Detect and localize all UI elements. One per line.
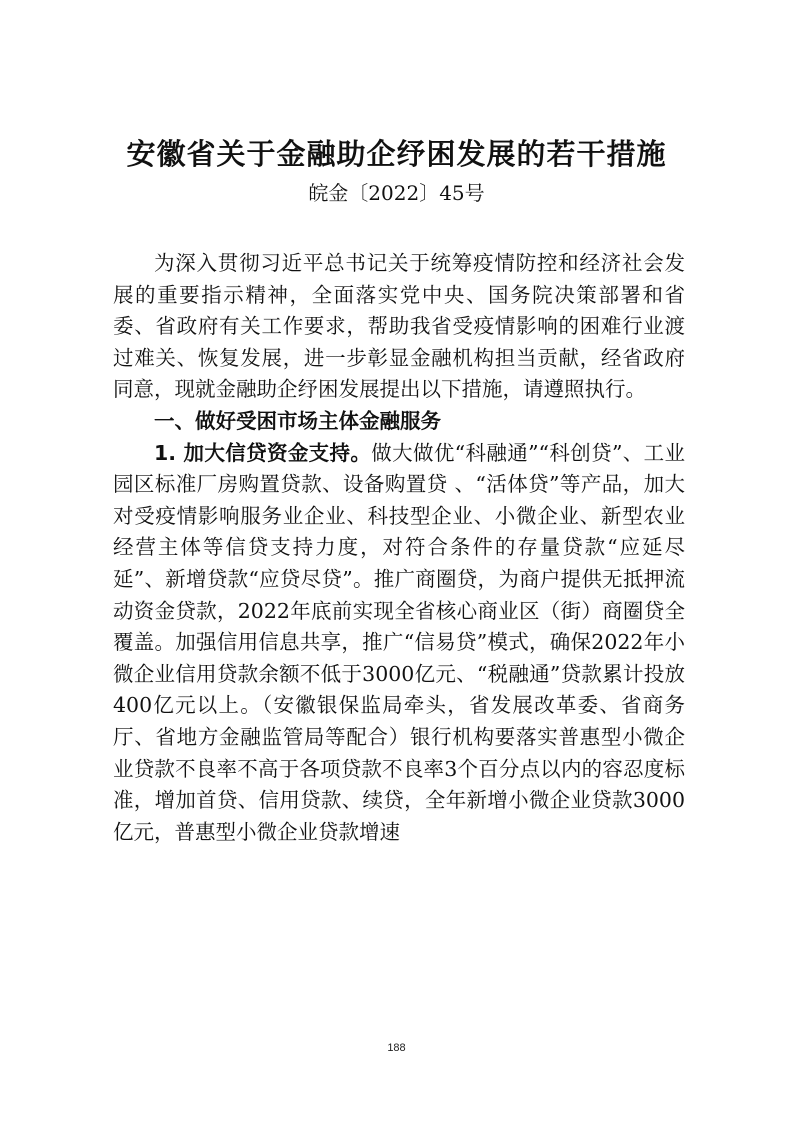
item-lead: 1. 加大信贷资金支持。 xyxy=(154,440,372,465)
item-text: 做大做优“科融通”“科创贷”、工业园区标准厂房购置贷款、设备购置贷 、“活体贷”等产品，加大对受疫情影响服务业企业、科技型企业、小微企业、新型农业经营主体等信贷支持力度，对符合条件的存量贷款“应延尽延”、新增贷款“应贷尽贷”。推广商圈贷，为商户提供无抵押流动资金贷款，2022年底前实现全省核心商业区（街）商圈贷全覆盖。加强信用信息共享，推广“信易贷”模式，确保2022年小微企业信用贷款余额不低于3000亿元、“税融通”贷款累计投放400亿元以上。（安徽银保监局牵头，省发展改革委、省商务厅、省地方金融监管局等配合）银行机构要落实普惠型小微企业贷款不良率不高于各项贷款不良率3个百分点以内的容忍度标准，增加首贷、信用贷款、续贷，全年新增小微企业贷款3000亿元，普惠型小微企业贷款增速 xyxy=(113,440,685,844)
item-paragraph xyxy=(113,438,685,849)
document-title: 安徽省关于金融助企纾困发展的若干措施 xyxy=(126,137,667,171)
document-body xyxy=(113,248,685,848)
document-number: 皖金〔2022〕45号 xyxy=(308,181,485,205)
page-number: 188 xyxy=(387,1042,406,1054)
intro-paragraph: 为深入贯彻习近平总书记关于统筹疫情防控和经济社会发展的重要指示精神，全面落实党中央、国务院决策部署和省委、省政府有关工作要求，帮助我省受疫情影响的困难行业渡过难关、恢复发展，进一步彰显金融机构担当贡献，经省政府同意，现就金融助企纾困发展提出以下措施，请遵照执行。 xyxy=(113,251,685,402)
section-heading: 一、做好受困市场主体金融服务 xyxy=(154,408,441,433)
